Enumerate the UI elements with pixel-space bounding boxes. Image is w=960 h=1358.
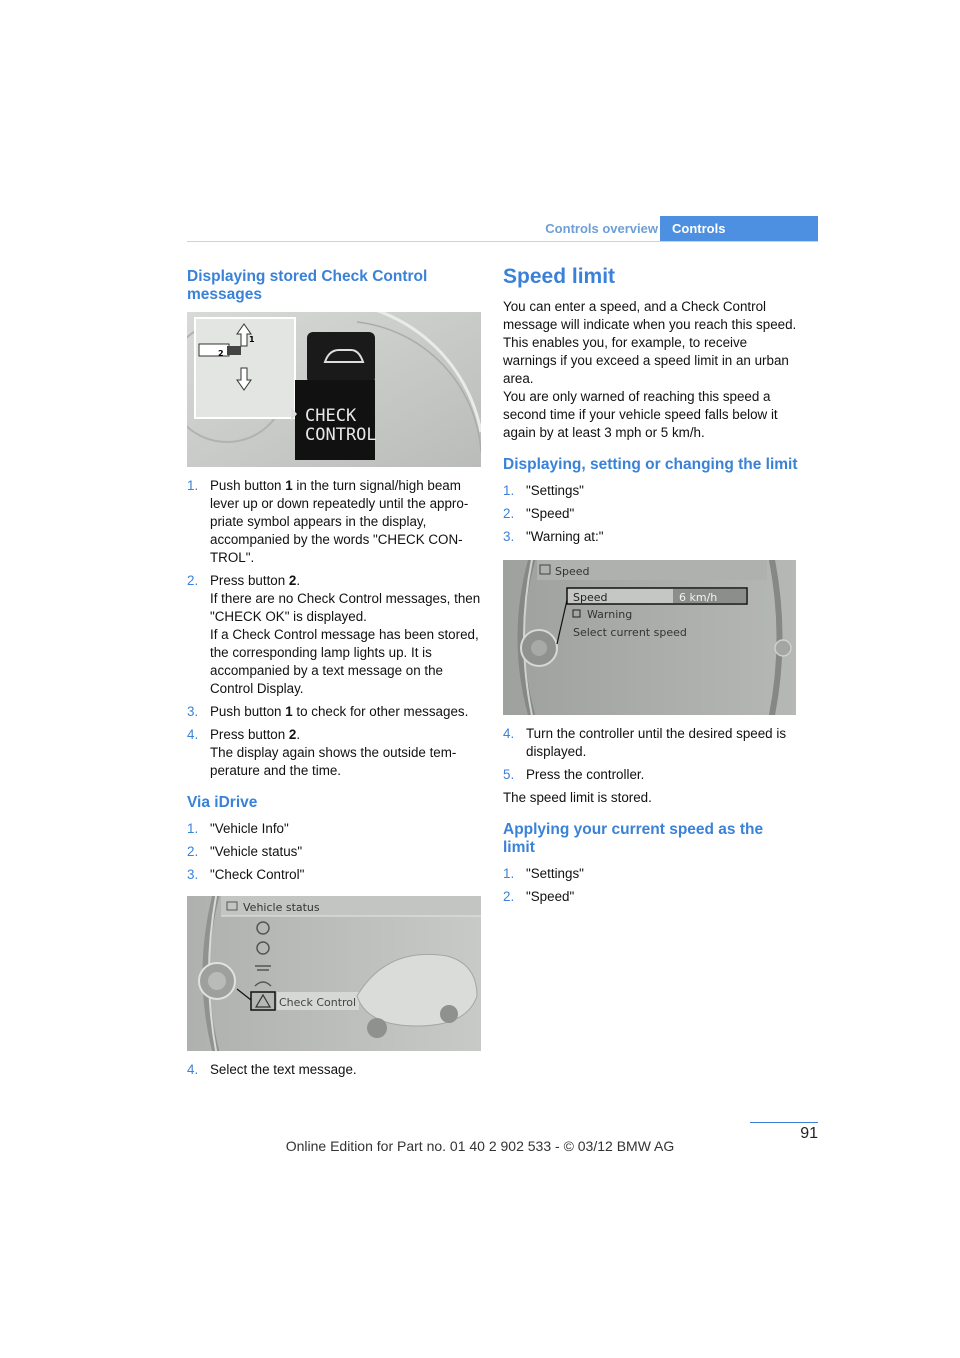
step-note: The display again shows the outside temperature and the time. — [210, 745, 457, 778]
heading-speed-limit: Speed limit — [503, 265, 616, 288]
list-item — [187, 843, 483, 861]
step-number: 2. — [187, 844, 199, 859]
header-section-title: Controls overview — [545, 221, 658, 236]
list-item — [187, 820, 483, 838]
step-text: "Speed" — [526, 889, 575, 904]
step-text: Select the text message. — [210, 1062, 357, 1077]
step-bold: 2 — [288, 573, 297, 588]
step-number: 4. — [187, 727, 199, 742]
step-text: Press button — [210, 727, 289, 742]
list-item — [503, 865, 799, 883]
right-column — [503, 264, 799, 911]
header-tab-controls: Controls — [660, 216, 818, 242]
step-text: Press the controller. — [526, 767, 645, 782]
step-text: "Speed" — [526, 506, 575, 521]
page-number: 91 — [800, 1125, 818, 1142]
step-text: "Settings" — [526, 483, 584, 498]
step-text: Push button — [210, 478, 286, 493]
step-number: 5. — [503, 767, 515, 782]
list-item — [187, 866, 483, 884]
step-number: 1. — [503, 866, 515, 881]
list-item — [503, 482, 799, 500]
step-bold: 1 — [285, 704, 293, 719]
fig-callout-1: 1 — [249, 335, 255, 344]
list-item — [503, 528, 799, 546]
screen-row-warning: Warning — [587, 608, 633, 621]
screen-row-speed: Speed — [573, 591, 608, 604]
list-item — [187, 703, 483, 721]
page-number-divider — [750, 1122, 818, 1123]
heading-stored-check-control: Displaying stored Check Control messages — [187, 268, 428, 303]
step-number: 4. — [187, 1062, 199, 1077]
step-number: 3. — [187, 704, 199, 719]
figure-vehicle-status-screen — [187, 896, 481, 1051]
fig-check-text: CHECK — [305, 406, 357, 426]
step-text: . — [296, 727, 301, 742]
paragraph-limit-stored: The speed limit is stored. — [503, 790, 652, 805]
step-text: "Warning at:" — [526, 529, 604, 544]
figure-check-control-lever — [187, 312, 481, 467]
step-bold: 1 — [285, 478, 293, 493]
step-text: "Vehicle Info" — [210, 821, 289, 836]
header-divider — [187, 241, 818, 242]
step-number: 1. — [503, 483, 515, 498]
step-text: "Vehicle status" — [210, 844, 303, 859]
heading-via-idrive: Via iDrive — [187, 794, 258, 811]
list-item — [503, 888, 799, 906]
paragraph-speed-intro: You can enter a speed, and a Check Control message will indicate when you reach this speed. This enables you, for example, to receive warnings if you exceed a speed limit in an urban area. — [503, 299, 797, 386]
list-item — [503, 505, 799, 523]
step-text: Turn the controller until the desired speed is displayed. — [526, 726, 787, 759]
step-text: to check for other messages. — [292, 704, 469, 719]
list-item — [187, 1061, 483, 1079]
step-number: 4. — [503, 726, 515, 741]
fig-control-text: CONTROL — [305, 425, 377, 445]
step-text: Press button — [210, 573, 289, 588]
list-item — [503, 725, 799, 761]
heading-applying-current-speed: Applying your current speed as the limit — [503, 821, 764, 856]
footer-edition: Online Edition for Part no. 01 40 2 902 533 - © 03/12 BMW AG — [285, 1138, 675, 1154]
list-item — [187, 572, 483, 698]
list-item — [187, 477, 483, 567]
step-number: 1. — [187, 821, 199, 836]
step-number: 3. — [503, 529, 515, 544]
screen-item-check-control: Check Control — [279, 996, 357, 1009]
step-number: 2. — [503, 506, 515, 521]
step-text: . — [296, 573, 301, 588]
screen-title-vehicle-status: Vehicle status — [243, 901, 320, 914]
screen-row-select-current-speed: Select current speed — [573, 626, 687, 639]
screen-row-speed-value: 6 km/h — [679, 591, 718, 604]
step-note: If a Check Control message has been stored, the corresponding lamp lights up. It is accompanied by a text message on the Control Display. — [210, 627, 479, 696]
left-column — [187, 268, 483, 1084]
list-item — [187, 726, 483, 780]
step-number: 2. — [187, 573, 199, 588]
step-text: Push button — [210, 704, 286, 719]
heading-displaying-setting: Displaying, setting or changing the limit — [503, 456, 798, 473]
fig-callout-2: 2 — [218, 349, 224, 358]
step-number: 1. — [187, 478, 199, 493]
step-text: "Settings" — [526, 866, 584, 881]
screen-title-speed: Speed — [555, 565, 590, 578]
step-note: If there are no Check Control messages, then "CHECK OK" is displayed. — [210, 591, 481, 624]
list-item — [503, 766, 799, 784]
figure-speed-screen — [503, 560, 796, 715]
step-number: 3. — [187, 867, 199, 882]
paragraph-speed-warning: You are only warned of reaching this speed a second time if your vehicle speed falls below it again by at least 3 mph or 5 km/h. — [503, 389, 778, 440]
step-text: in the turn signal/high beam lever up or down repeatedly until the appropriate symbol appears in the display, accompanied by the words "CHECK CONTROL". — [210, 478, 469, 565]
step-number: 2. — [503, 889, 515, 904]
step-text: "Check Control" — [210, 867, 305, 882]
step-bold: 2 — [288, 727, 297, 742]
